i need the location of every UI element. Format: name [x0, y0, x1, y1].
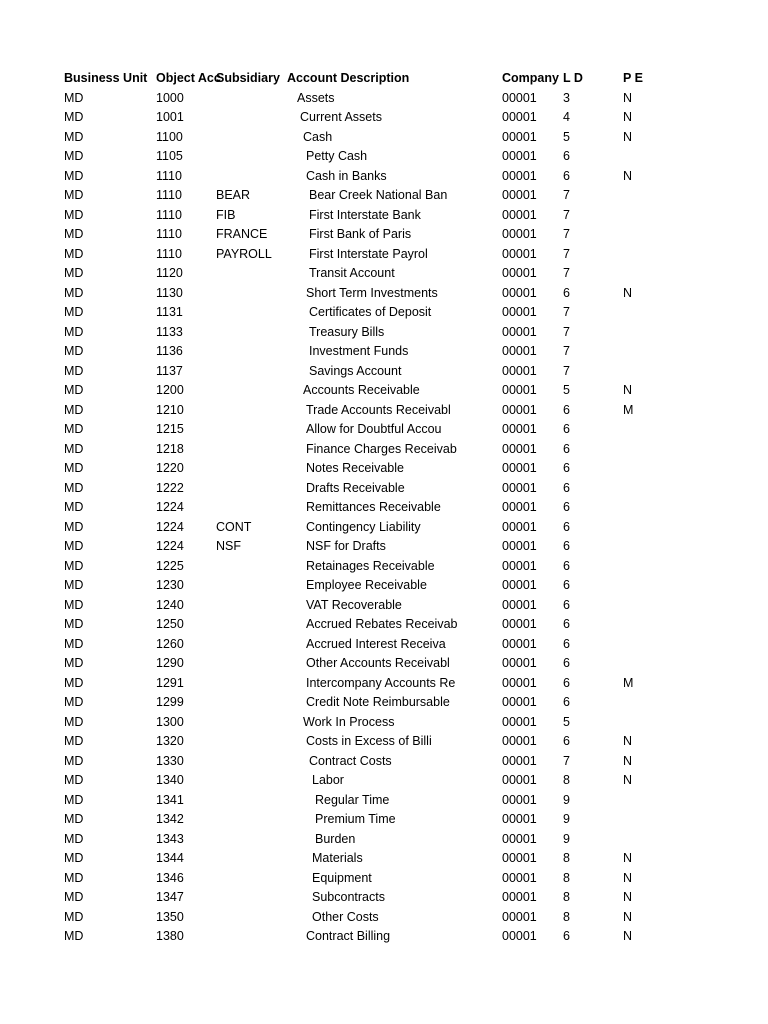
cell-account-description: Retainages Receivable [306, 558, 435, 573]
table-row [0, 362, 768, 382]
cell-account-description: Labor [312, 773, 344, 787]
table-row [0, 771, 768, 791]
cell-object-acc: 1224 [156, 519, 184, 534]
cell-ld: 8 [563, 851, 570, 865]
cell-object-acc: 1110 [156, 246, 182, 261]
cell-ld: 6 [563, 578, 570, 592]
table-row [0, 225, 768, 245]
table-row [0, 810, 768, 830]
cell-company: 00001 [502, 461, 537, 475]
table-row [0, 440, 768, 460]
cell-company: 00001 [502, 344, 537, 358]
cell-business-unit: MD [64, 812, 84, 826]
cell-pe: M [623, 675, 634, 690]
cell-business-unit: MD [64, 363, 84, 378]
cell-account-description: Cash in Banks [306, 168, 387, 183]
cell-business-unit: MD [64, 168, 84, 183]
cell-pe: N [623, 870, 633, 885]
table-row [0, 752, 768, 772]
table-row [0, 108, 768, 128]
cell-company: 00001 [502, 656, 537, 670]
cell-object-acc: 1347 [156, 890, 184, 904]
table-row [0, 674, 768, 694]
table-row [0, 147, 768, 167]
cell-company: 00001 [502, 246, 537, 261]
cell-object-acc: 1001 [156, 110, 184, 124]
table-row [0, 342, 768, 362]
cell-account-description: Contract Billing [306, 929, 391, 943]
cell-object-acc: 1350 [156, 909, 184, 924]
table-row [0, 537, 768, 557]
cell-business-unit: MD [64, 753, 84, 768]
cell-ld: 6 [563, 285, 570, 300]
cell-account-description: Burden [315, 831, 356, 846]
cell-business-unit: MD [64, 597, 84, 612]
cell-company: 00001 [502, 636, 537, 651]
cell-object-acc: 1290 [156, 656, 184, 670]
cell-company: 00001 [502, 870, 537, 885]
cell-ld: 9 [563, 812, 570, 826]
cell-business-unit: MD [64, 695, 84, 709]
cell-business-unit: MD [64, 227, 84, 241]
cell-ld: 7 [563, 363, 570, 378]
cell-company: 00001 [502, 753, 537, 768]
cell-ld: 3 [563, 90, 570, 105]
table-row [0, 635, 768, 655]
cell-subsidiary: PAYROLL [216, 246, 272, 261]
cell-account-description: First Interstate Bank [309, 207, 421, 222]
table-row [0, 323, 768, 343]
table-row [0, 128, 768, 148]
cell-ld: 7 [563, 753, 570, 768]
cell-ld: 6 [563, 461, 570, 475]
cell-account-description: Certificates of Deposit [309, 305, 432, 319]
cell-company: 00001 [502, 500, 537, 514]
cell-object-acc: 1330 [156, 753, 184, 768]
table-row [0, 245, 768, 265]
cell-company: 00001 [502, 480, 537, 495]
cell-ld: 6 [563, 734, 570, 748]
cell-ld: 9 [563, 831, 570, 846]
table-row [0, 713, 768, 733]
cell-ld: 6 [563, 636, 570, 651]
cell-account-description: Other Costs [312, 909, 379, 924]
cell-ld: 6 [563, 539, 570, 553]
table-row [0, 557, 768, 577]
cell-pe: N [623, 851, 633, 865]
cell-object-acc: 1110 [156, 168, 182, 183]
cell-account-description: Investment Funds [309, 344, 409, 358]
cell-account-description: Accounts Receivable [303, 383, 420, 397]
cell-company: 00001 [502, 129, 537, 144]
table-row [0, 264, 768, 284]
cell-object-acc: 1343 [156, 831, 184, 846]
cell-company: 00001 [502, 675, 537, 690]
cell-subsidiary: NSF [216, 539, 241, 553]
table-row [0, 888, 768, 908]
cell-ld: 6 [563, 519, 570, 534]
table-row [0, 498, 768, 518]
cell-business-unit: MD [64, 870, 84, 885]
cell-company: 00001 [502, 227, 537, 241]
table-row [0, 401, 768, 421]
cell-object-acc: 1250 [156, 617, 184, 631]
cell-account-description: Credit Note Reimbursable [306, 695, 450, 709]
cell-account-description: Finance Charges Receivab [306, 441, 457, 456]
cell-company: 00001 [502, 851, 537, 865]
table-body [0, 89, 768, 947]
cell-business-unit: MD [64, 129, 84, 144]
cell-account-description: Assets [297, 90, 335, 105]
cell-object-acc: 1320 [156, 734, 184, 748]
cell-object-acc: 1131 [156, 305, 183, 319]
cell-pe: N [623, 110, 633, 124]
table-row [0, 693, 768, 713]
cell-account-description: Transit Account [309, 266, 395, 280]
cell-object-acc: 1130 [156, 285, 183, 300]
cell-ld: 5 [563, 129, 570, 144]
cell-business-unit: MD [64, 188, 84, 202]
cell-object-acc: 1210 [156, 402, 184, 417]
cell-object-acc: 1110 [156, 227, 182, 241]
cell-company: 00001 [502, 422, 537, 436]
cell-ld: 6 [563, 441, 570, 456]
header-row [0, 69, 768, 89]
cell-ld: 4 [563, 110, 570, 124]
cell-pe: N [623, 890, 633, 904]
cell-account-description: First Bank of Paris [309, 227, 412, 241]
cell-ld: 6 [563, 597, 570, 612]
cell-company: 00001 [502, 285, 537, 300]
cell-ld: 6 [563, 617, 570, 631]
cell-company: 00001 [502, 890, 537, 904]
cell-account-description: Materials [312, 851, 363, 865]
cell-object-acc: 1105 [156, 149, 183, 163]
cell-ld: 5 [563, 383, 570, 397]
cell-account-description: First Interstate Payrol [309, 246, 428, 261]
table-row [0, 518, 768, 538]
cell-company: 00001 [502, 363, 537, 378]
cell-object-acc: 1120 [156, 266, 183, 280]
cell-business-unit: MD [64, 461, 84, 475]
cell-pe: N [623, 773, 633, 787]
cell-company: 00001 [502, 90, 537, 105]
cell-object-acc: 1344 [156, 851, 184, 865]
cell-ld: 8 [563, 890, 570, 904]
table-row [0, 186, 768, 206]
cell-object-acc: 1218 [156, 441, 184, 456]
cell-account-description: Contingency Liability [306, 519, 421, 534]
cell-ld: 7 [563, 188, 570, 202]
table-row [0, 284, 768, 304]
cell-account-description: Premium Time [315, 812, 396, 826]
cell-object-acc: 1260 [156, 636, 184, 651]
table-row [0, 849, 768, 869]
cell-object-acc: 1225 [156, 558, 184, 573]
cell-business-unit: MD [64, 773, 84, 787]
cell-business-unit: MD [64, 149, 84, 163]
cell-company: 00001 [502, 305, 537, 319]
cell-account-description: Subcontracts [312, 890, 385, 904]
cell-account-description: Accrued Rebates Receivab [306, 617, 458, 631]
cell-object-acc: 1200 [156, 383, 184, 397]
cell-object-acc: 1291 [156, 675, 184, 690]
cell-object-acc: 1340 [156, 773, 184, 787]
cell-object-acc: 1380 [156, 929, 184, 943]
cell-account-description: Costs in Excess of Billi [306, 734, 432, 748]
cell-business-unit: MD [64, 500, 84, 514]
header-company: Company [502, 71, 559, 85]
cell-business-unit: MD [64, 792, 84, 807]
cell-pe: N [623, 285, 633, 300]
cell-account-description: Treasury Bills [309, 324, 385, 339]
cell-business-unit: MD [64, 90, 84, 105]
cell-ld: 7 [563, 266, 570, 280]
cell-object-acc: 1240 [156, 597, 184, 612]
cell-company: 00001 [502, 402, 537, 417]
cell-pe: M [623, 402, 634, 417]
cell-ld: 8 [563, 909, 570, 924]
table-row [0, 381, 768, 401]
header-business-unit: Business Unit [64, 71, 148, 85]
cell-ld: 8 [563, 773, 570, 787]
cell-pe: N [623, 168, 633, 183]
cell-company: 00001 [502, 539, 537, 553]
cell-business-unit: MD [64, 539, 84, 553]
cell-company: 00001 [502, 383, 537, 397]
cell-company: 00001 [502, 617, 537, 631]
cell-company: 00001 [502, 695, 537, 709]
cell-object-acc: 1220 [156, 461, 184, 475]
cell-business-unit: MD [64, 207, 84, 222]
cell-object-acc: 1342 [156, 812, 184, 826]
cell-account-description: Work In Process [303, 714, 395, 729]
cell-ld: 6 [563, 149, 570, 163]
header-pe: P E [623, 71, 643, 85]
cell-business-unit: MD [64, 558, 84, 573]
cell-object-acc: 1100 [156, 129, 183, 144]
table-row [0, 654, 768, 674]
table-row [0, 89, 768, 109]
cell-business-unit: MD [64, 714, 84, 729]
cell-company: 00001 [502, 773, 537, 787]
cell-ld: 6 [563, 480, 570, 495]
cell-object-acc: 1215 [156, 422, 184, 436]
cell-business-unit: MD [64, 929, 84, 943]
table-row [0, 908, 768, 928]
table-row [0, 615, 768, 635]
cell-ld: 6 [563, 558, 570, 573]
cell-object-acc: 1300 [156, 714, 184, 729]
cell-account-description: Trade Accounts Receivabl [306, 402, 451, 417]
cell-business-unit: MD [64, 246, 84, 261]
cell-business-unit: MD [64, 383, 84, 397]
cell-business-unit: MD [64, 578, 84, 592]
cell-pe: N [623, 383, 633, 397]
cell-account-description: NSF for Drafts [306, 539, 386, 553]
cell-pe: N [623, 909, 633, 924]
cell-account-description: Bear Creek National Ban [309, 188, 448, 202]
cell-business-unit: MD [64, 890, 84, 904]
cell-account-description: Accrued Interest Receiva [306, 636, 446, 651]
cell-ld: 7 [563, 246, 570, 261]
header-account-description: Account Description [287, 71, 410, 85]
cell-ld: 7 [563, 207, 570, 222]
cell-object-acc: 1346 [156, 870, 184, 885]
cell-subsidiary: CONT [216, 519, 252, 534]
cell-business-unit: MD [64, 851, 84, 865]
header-subsidiary: Subsidiary [216, 71, 280, 85]
table-row [0, 927, 768, 947]
cell-object-acc: 1133 [156, 324, 183, 339]
cell-object-acc: 1136 [156, 344, 183, 358]
cell-subsidiary: FRANCE [216, 227, 268, 241]
cell-business-unit: MD [64, 831, 84, 846]
cell-subsidiary: BEAR [216, 188, 251, 202]
cell-object-acc: 1137 [156, 363, 183, 378]
cell-object-acc: 1110 [156, 188, 182, 202]
cell-account-description: Equipment [312, 870, 372, 885]
cell-ld: 7 [563, 324, 570, 339]
cell-ld: 6 [563, 168, 570, 183]
cell-company: 00001 [502, 519, 537, 534]
cell-account-description: Savings Account [309, 363, 402, 378]
cell-business-unit: MD [64, 266, 84, 280]
header-ld: L D [563, 71, 583, 85]
table-row [0, 732, 768, 752]
cell-company: 00001 [502, 441, 537, 456]
cell-pe: N [623, 753, 633, 768]
cell-company: 00001 [502, 110, 537, 124]
table-row [0, 576, 768, 596]
cell-company: 00001 [502, 812, 537, 826]
cell-company: 00001 [502, 324, 537, 339]
cell-ld: 6 [563, 929, 570, 943]
cell-company: 00001 [502, 714, 537, 729]
cell-business-unit: MD [64, 324, 84, 339]
cell-object-acc: 1224 [156, 539, 184, 553]
cell-pe: N [623, 929, 633, 943]
cell-business-unit: MD [64, 110, 84, 124]
cell-account-description: Allow for Doubtful Accou [306, 422, 442, 436]
cell-company: 00001 [502, 792, 537, 807]
cell-account-description: Employee Receivable [306, 578, 427, 592]
cell-company: 00001 [502, 909, 537, 924]
cell-account-description: Petty Cash [306, 149, 368, 163]
cell-business-unit: MD [64, 422, 84, 436]
cell-account-description: Remittances Receivable [306, 500, 441, 514]
header-object-acc: Object Acc [156, 71, 221, 85]
cell-business-unit: MD [64, 675, 84, 690]
table-row [0, 206, 768, 226]
cell-ld: 9 [563, 792, 570, 807]
cell-ld: 6 [563, 656, 570, 670]
cell-ld: 6 [563, 675, 570, 690]
cell-ld: 8 [563, 870, 570, 885]
cell-account-description: Drafts Receivable [306, 480, 405, 495]
cell-company: 00001 [502, 831, 537, 846]
cell-object-acc: 1341 [156, 792, 184, 807]
cell-business-unit: MD [64, 909, 84, 924]
cell-account-description: Current Assets [300, 110, 382, 124]
cell-account-description: Intercompany Accounts Re [306, 675, 456, 690]
cell-ld: 6 [563, 422, 570, 436]
cell-company: 00001 [502, 168, 537, 183]
cell-ld: 6 [563, 500, 570, 514]
cell-ld: 6 [563, 402, 570, 417]
cell-account-description: VAT Recoverable [306, 597, 402, 612]
cell-business-unit: MD [64, 344, 84, 358]
cell-business-unit: MD [64, 636, 84, 651]
account-sheet [0, 69, 768, 947]
table-row [0, 869, 768, 889]
cell-business-unit: MD [64, 734, 84, 748]
cell-account-description: Cash [303, 129, 333, 144]
cell-company: 00001 [502, 578, 537, 592]
cell-ld: 7 [563, 227, 570, 241]
cell-object-acc: 1000 [156, 90, 184, 105]
cell-pe: N [623, 90, 633, 105]
cell-account-description: Notes Receivable [306, 461, 404, 475]
cell-business-unit: MD [64, 480, 84, 495]
cell-company: 00001 [502, 734, 537, 748]
table-row [0, 303, 768, 323]
cell-company: 00001 [502, 266, 537, 280]
table-row [0, 791, 768, 811]
cell-company: 00001 [502, 597, 537, 612]
table-row [0, 479, 768, 499]
cell-business-unit: MD [64, 285, 84, 300]
cell-object-acc: 1230 [156, 578, 184, 592]
cell-ld: 7 [563, 344, 570, 358]
cell-pe: N [623, 734, 633, 748]
cell-object-acc: 1110 [156, 207, 182, 222]
cell-business-unit: MD [64, 441, 84, 456]
cell-pe: N [623, 129, 633, 144]
table-row [0, 830, 768, 850]
cell-account-description: Other Accounts Receivabl [306, 656, 450, 670]
cell-company: 00001 [502, 929, 537, 943]
cell-subsidiary: FIB [216, 207, 236, 222]
cell-business-unit: MD [64, 305, 84, 319]
cell-company: 00001 [502, 558, 537, 573]
cell-account-description: Contract Costs [309, 753, 392, 768]
cell-ld: 6 [563, 695, 570, 709]
cell-object-acc: 1224 [156, 500, 184, 514]
cell-business-unit: MD [64, 617, 84, 631]
cell-company: 00001 [502, 149, 537, 163]
cell-ld: 7 [563, 305, 570, 319]
table-row [0, 459, 768, 479]
cell-business-unit: MD [64, 402, 84, 417]
cell-object-acc: 1299 [156, 695, 184, 709]
cell-object-acc: 1222 [156, 480, 184, 495]
table-row [0, 420, 768, 440]
cell-account-description: Short Term Investments [306, 285, 438, 300]
cell-company: 00001 [502, 207, 537, 222]
cell-business-unit: MD [64, 656, 84, 670]
cell-account-description: Regular Time [315, 792, 390, 807]
cell-business-unit: MD [64, 519, 84, 534]
cell-company: 00001 [502, 188, 537, 202]
cell-ld: 5 [563, 714, 570, 729]
table-row [0, 167, 768, 187]
table-row [0, 596, 768, 616]
